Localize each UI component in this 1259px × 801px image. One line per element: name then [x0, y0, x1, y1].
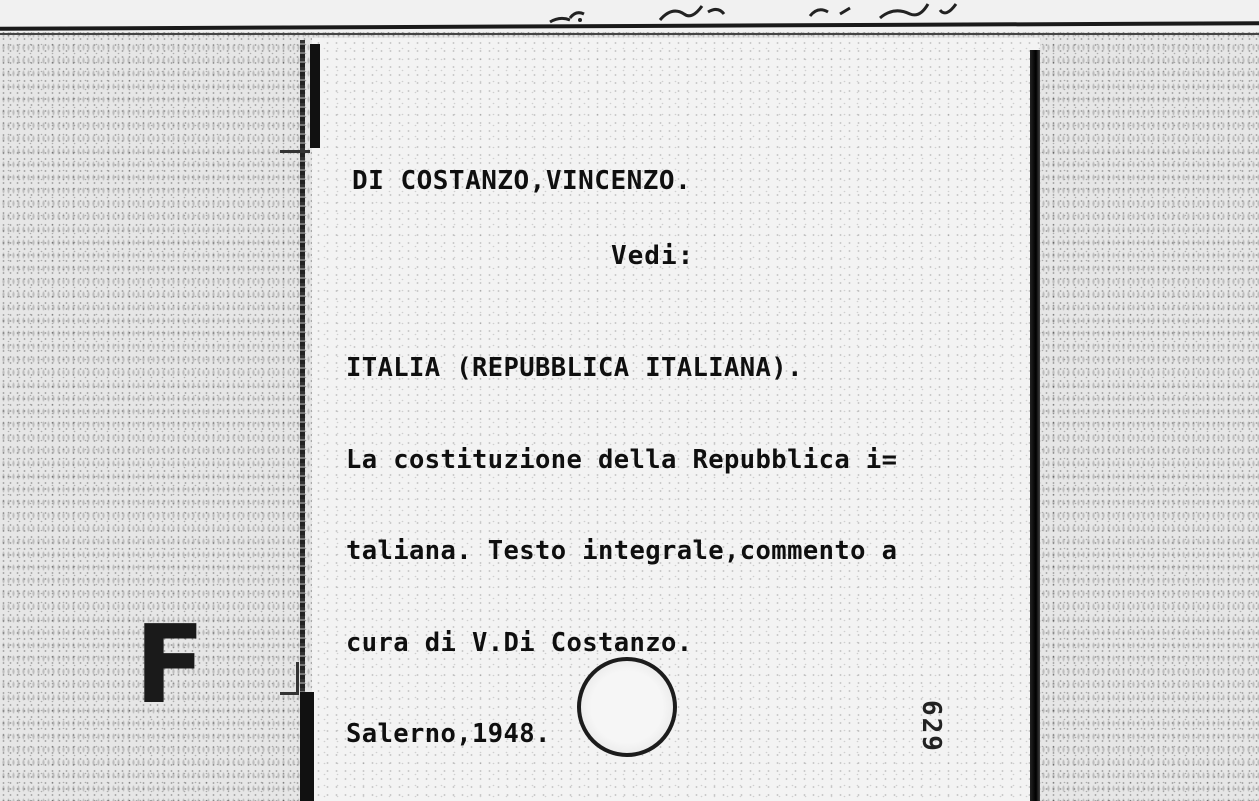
card-left-edge-upper: [310, 44, 320, 148]
card-corner-mark-lower: [280, 662, 299, 695]
card-left-edge: [300, 40, 305, 801]
see-also-label: Vedi:: [611, 241, 695, 271]
entry-line: cura di V.Di Costanzo.: [346, 627, 693, 658]
entry-line: La costituzione della Repubblica i=: [346, 444, 898, 475]
card-corner-mark: [280, 120, 310, 153]
card-left-edge-lower: [300, 692, 314, 801]
drawer-tab-letter: F: [134, 603, 205, 728]
call-number: 629: [916, 700, 946, 753]
card-right-edge: [1030, 50, 1040, 801]
entry-line: ITALIA (REPUBBLICA ITALIANA).: [346, 353, 803, 383]
entry-line: Salerno,1948.: [346, 719, 551, 749]
card-punch-hole: [577, 657, 677, 757]
entry-line: taliana. Testo integrale,commento a: [346, 536, 898, 566]
card-heading: DI COSTANZO,VINCENZO.: [352, 166, 692, 196]
call-number-stamp: [912, 700, 946, 780]
top-divider-line-thin: [0, 33, 1259, 35]
